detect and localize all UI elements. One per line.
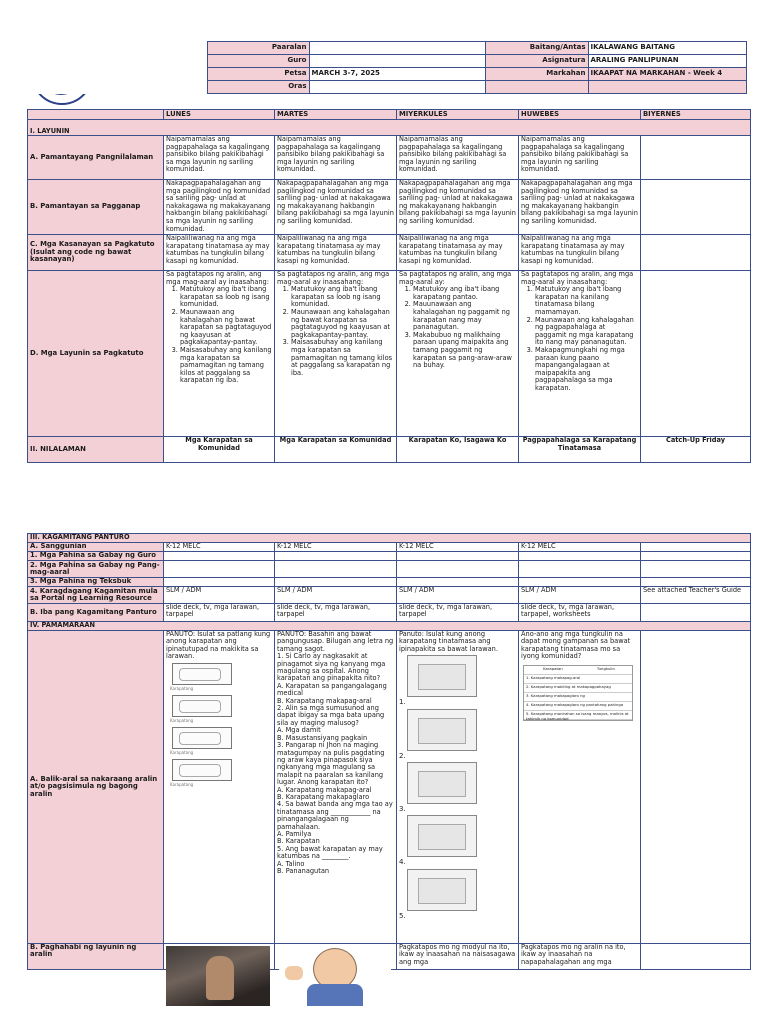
quiz-line: 1. Si Carlo ay nagkasakit at pinagamot siya ng kanyang mga magulang sa ospital. Anong karapatan ang pinapakita nito? [277,652,386,683]
illustration-number: 5. [399,911,406,920]
objective-item: 3. Makapagmungkahi ng mga paraan kung paano mapangangalagaan at maipapakita ang pagpapahalaga sa mga karapatan. [535,347,638,393]
child-figure [206,956,234,1000]
balik-aral-monday [164,631,275,944]
illustration-number: 2. [399,751,406,760]
objectives-list [277,286,394,377]
cell-empty [397,578,519,587]
cell-empty [275,578,397,587]
illustration-number: 3. [399,805,406,814]
objective-item: 2. Maunawaan ang kahalagahan ng pagpapahalaga at paggamit ng mga karapatang ito nang may pananagutan. [535,317,638,347]
quiz-line: B. Karapatang makapag-aral [277,696,372,705]
worksheet-answer-line: Karapatang [170,781,194,787]
mini-table-row: 5. Karapatang manirahan sa isang maayos, malinis at tahimik na komunidad [524,711,632,720]
cell-empty [641,235,751,271]
balik-aral-wednesday [397,631,519,944]
cell-text: Naipaliliwanag na ang mga karapatang tinatamasa ay may katumbas na tungkulin bilang kasapi ng komunidad. [519,235,641,271]
worksheet-image-2 [172,695,232,717]
cell-empty [397,552,519,561]
cell-empty [641,578,751,587]
cell-text: SLM / ADM [164,587,275,604]
cell-text: K-12 MELC [519,543,641,552]
cell-text: Nakapagpapahalagahan ang mga pagilingkod ng komunidad sa sariling pag- unlad at nakakagawa ng makakayanang hakbangin bilang pakikibahagi sa mga layunin ng sariling komunidad. [519,180,641,235]
cell-empty [164,552,275,561]
row-label-sanggunian: A. Sanggunian [28,543,164,552]
cell-empty [519,552,641,561]
objectives-list [166,286,272,385]
cartoon-man-image [279,946,391,1006]
child-photo-image [166,946,270,1006]
objectives-intro: Sa pagtatapos ng aralin, ang mga mag-aaral ay: [399,270,512,286]
quiz-line: 3. Pangarap ni Jhon na maging matagumpay na pulis pagdating ng araw kaya pinapasok siya ngkanyang mga magulang sa malapit na paaralan sa kanilang lugar. Anong karapatan ito? [277,741,385,787]
illustration-number: 1. [399,698,406,707]
worksheet-image-1 [172,663,232,685]
objective-item: 1. Matutukoy ang iba't ibang karapatang pantao. [413,286,516,301]
instruction-text: PANUTO: Isulat sa patlang kung anong karapatan ang ipinatutupad na makikita sa larawan. [166,630,271,661]
cell-text: SLM / ADM [275,587,397,604]
cell-empty [519,561,641,578]
content-wednesday: Karapatan Ko, Isagawa Ko [397,437,519,463]
cell-empty [275,561,397,578]
mini-table-row: 1. Karapatang makapag-aral [524,675,632,684]
row-label-pamantayang-pangnilalaman: A. Pamantayang Pangnilalaman [28,136,164,180]
instruction-text: Ano-ano ang mga tungkulin na dapat mong gampanan sa bawat karapatang tinatamasa mo sa iyong komunidad? [521,630,631,661]
petsa-value[interactable]: MARCH 3-7, 2025 [309,68,485,81]
worksheet-answer-line: Karapatang [170,749,194,755]
row-label-paghahabi: B. Paghahabi ng layunin ng aralin [28,944,164,970]
row-label-pamantayan-sa-pagganap: B. Pamantayan sa Pagganap [28,180,164,235]
cell-text: slide deck, tv, mga larawan, tarpapel [275,604,397,622]
worksheet-image-3 [172,727,232,749]
content-tuesday: Mga Karapatan sa Komunidad [275,437,397,463]
mini-table-row: 3. Karapatang makapaglaro ng [524,693,632,702]
section-heading-pamamaraan: IV. PAMAMARAAN [28,622,751,631]
guro-field[interactable] [309,55,485,68]
oras-field[interactable] [309,81,485,94]
quiz-line: B. Karapatan [277,837,320,846]
mini-table-header [524,666,632,675]
oras-label: Oras [207,81,309,94]
objective-item: 2. Maunawaan ang kahalagahan ng bawat karapatan sa pagtataguyod ng kaayusan at pagkakapantay-pantay. [180,309,272,347]
illustration-number: 4. [399,858,406,867]
quiz-line: B. Pananagutan [277,867,330,875]
header-table [27,41,747,94]
mini-col-karapatan: Karapatan [543,665,563,671]
baitang-value[interactable]: IKALAWANG BAITANG [588,42,746,55]
objectives-list [399,286,516,370]
row-label-teksbuk: 3. Mga Pahina ng Teksbuk [28,578,164,587]
quiz-line: 5. Ang bawat karapatan ay may katumbas na ________. [277,844,383,861]
illustration-3 [407,762,477,804]
objectives-list [521,286,638,392]
objectives-monday [164,271,275,437]
cell-text: Naipaliliwanag na ang mga karapatang tinatamasa ay may katumbas na tungkulin bilang kasapi ng komunidad. [164,235,275,271]
quiz-line: B. Karapatang makapaglaro [277,792,370,801]
quiz-line: A. Talino [277,859,305,868]
paaralan-field[interactable] [309,42,485,55]
cell-text: Nakapagpapahalagahan ang mga pagilingkod ng komunidad sa sariling pag- unlad at nakakagawa ng makakayanang hakbangin bilang pakikibahagi sa mga layunin ng sariling komunidad. [397,180,519,235]
content-friday: Catch-Up Friday [641,437,751,463]
cell-text: Naipamamalas ang pagpapahalaga sa kagalingang pansibiko bilang pakikibahagi sa mga layunin ng sariling komunidad. [397,136,519,180]
cell-text: K-12 MELC [275,543,397,552]
day-header-thursday: HUWEBES [519,110,641,120]
cartoon-hand [285,966,303,980]
quiz-line: 4. Sa bawat banda ang mga tao ay tinatamasa ang ____________ na pinangangalagaan ng pamahalaan. [277,800,393,831]
row-label-learning-resource: 4. Karagdagang Kagamitan mula sa Portal ng Learning Resource [28,587,164,604]
objectives-wednesday [397,271,519,437]
paaralan-label: Paaralan [207,42,309,55]
illustration-4 [407,815,477,857]
row-label-nilalaman: II. NILALAMAN [28,437,164,463]
worksheet-answer-line: Karapatang [170,717,194,723]
cell-empty [641,271,751,437]
content-monday: Mga Karapatan sa Komunidad [164,437,275,463]
cell-text: See attached Teacher's Guide [641,587,751,604]
objective-item: 1. Matutukoy ang iba't ibang karapatan sa loob ng isang komunidad. [291,286,394,309]
quiz-line: A. Mga damit [277,726,321,735]
cell-text: Naipaliliwanag na ang mga karapatang tinatamasa ay may katumbas na tungkulin bilang kasapi ng komunidad. [397,235,519,271]
balik-aral-thursday [519,631,641,944]
cell-empty [641,944,751,970]
row-label-gabay-guro: 1. Mga Pahina sa Gabay ng Guro [28,552,164,561]
baitang-label: Baitang/Antas [485,42,588,55]
mini-table-row: 4. Karapatang makapaglaro ng pantahang pahinga [524,702,632,711]
objective-item: 3. Maisasabuhay ang kanilang mga karapatan sa pamamagitan ng tamang kilos at paggalang sa karapatan ng iba. [180,347,272,385]
quiz-line: 2. Alin sa mga sumusunod ang dapat ibigay sa mga bata upang sila ay maging malusog? [277,704,385,727]
objective-item: 3. Makabubuo ng malikhaing paraan upang maipakita ang tamang paggamit ng karapatan sa pang-araw-araw na buhay. [413,332,516,370]
cell-text: slide deck, tv, mga larawan, tarpapel [397,604,519,622]
mini-table-row: 2. Karapatang mabiling at makapagpahayag [524,684,632,693]
objectives-intro: Sa pagtatapos ng aralin, ang mga mag-aaral ay inaasahang: [166,270,269,286]
row-label-layunin-sa-pagkatuto: D. Mga Layunin sa Pagkatuto [28,271,164,437]
cell-empty [164,578,275,587]
header-logo-cell [27,42,207,94]
cell-text: Naipamamalas ang pagpapahalaga sa kagalingang pansibiko bilang pakikibahagi sa mga layunin ng sariling komunidad. [275,136,397,180]
cell-empty [519,578,641,587]
day-header-tuesday: MARTES [275,110,397,120]
empty-header-cell [485,81,588,94]
worksheet-answer-line: Karapatang [170,685,194,691]
illustration-5 [407,869,477,911]
cell-text: Naipamamalas ang pagpapahalaga sa kagalingang pansibiko bilang pakikibahagi sa mga layunin ng sariling komunidad. [519,136,641,180]
cell-empty [164,561,275,578]
cell-empty [641,543,751,552]
row-label-kasanayan: C. Mga Kasanayan sa Pagkatuto (Isulat ang code ng bawat kasanayan) [28,235,164,271]
cell-text: slide deck, tv, mga larawan, tarpapel, worksheets [519,604,641,622]
cell-text: Naipamamalas ang pagpapahalaga sa kagalingang pansibiko bilang pakikibahagi sa mga layunin ng sariling komunidad. [164,136,275,180]
cell-text: Naipaliliwanag na ang mga karapatang tinatamasa ay may katumbas na tungkulin bilang kasapi ng komunidad. [275,235,397,271]
objective-item: 1. Matutukoy ang iba't ibang karapatan na kanilang tinatamasa bilang mamamayan. [535,286,638,316]
objectives-intro: Sa pagtatapos ng aralin, ang mga mag-aaral ay inaasahang: [521,270,634,286]
rights-duties-table [523,665,633,721]
content-thursday: Pagpapahalaga sa Karapatang Tinatamasa [519,437,641,463]
petsa-label: Petsa [207,68,309,81]
cartoon-body [307,984,363,1006]
worksheet-image-4 [172,759,232,781]
asignatura-label: Asignatura [485,55,588,68]
empty-header-cell [588,81,746,94]
day-header-friday: BIYERNES [641,110,751,120]
corner-cell [28,110,164,120]
quiz-line: B. Masustansiyang pagkain [277,733,368,742]
cell-empty [641,561,751,578]
cell-text: Pagkatapos mo ng modyul na ito, ikaw ay inaasahan na naisasagawa ang mga [397,944,519,970]
quiz-line: A. Pamilya [277,829,312,838]
layunin-table [27,109,751,463]
quiz-line: A. Karapatan sa pangangalagang medical [277,681,387,698]
mini-col-tungkulin: Tungkulin [596,665,615,671]
asignatura-value[interactable]: ARALING PANLIPUNAN [588,55,746,68]
row-label-iba-pang-kagamitan: B. Iba pang Kagamitang Panturo [28,604,164,622]
section-heading-kagamitan: III. KAGAMITANG PANTURO [28,534,751,543]
objective-item: 2. Maunawaan ang kahalagahan ng bawat karapatan sa pagtataguyod ng kaayusan at pagkakapantay-pantay. [291,309,394,339]
objectives-thursday [519,271,641,437]
cell-empty [641,631,751,944]
cell-text: K-12 MELC [164,543,275,552]
objective-item: 1. Matutukoy ang iba't ibang karapatan sa loob ng isang komunidad. [180,286,272,309]
markahan-label: Markahan [485,68,588,81]
objective-item: 2. Mauunawaan ang kahalagahan ng paggamit ng karapatan nang may pananagutan. [413,301,516,331]
cell-empty [641,180,751,235]
cell-text: K-12 MELC [397,543,519,552]
markahan-value[interactable]: IKAAPAT NA MARKAHAN - Week 4 [588,68,746,81]
day-header-wednesday: MIYERKULES [397,110,519,120]
row-label-gabay-mag-aaral: 2. Mga Pahina sa Gabay ng Pang-mag-aaral [28,561,164,578]
guro-label: Guro [207,55,309,68]
objectives-intro: Sa pagtatapos ng aralin, ang mga mag-aaral ay inaasahang: [277,270,390,286]
instruction-text: PANUTO: Basahin ang bawat pangungusap. Bilugan ang letra ng tamang sagot. [277,630,394,653]
objective-item: 3. Maisasabuhay ang kanilang mga karapatan sa pamamagitan ng tamang kilos at paggalang sa karapatan ng iba. [291,339,394,377]
objectives-tuesday [275,271,397,437]
cell-empty [641,604,751,622]
cell-text: Pagkatapos mo ng aralin na ito, ikaw ay inaasahan na napapahalagahan ang mga [519,944,641,970]
cell-empty [641,136,751,180]
cell-text: Nakapagpapahalagahan ang mga pagilingkod ng komunidad sa sariling pag- unlad at nakakagawa ng makakayanang hakbangin bilang pakikibahagi sa mga layunin ng sariling komunidad. [164,180,275,235]
kagamitan-table [27,533,751,970]
row-label-balik-aral: A. Balik-aral sa nakaraang aralin at/o pagsisimula ng bagong aralin [28,631,164,944]
illustration-1 [407,655,477,697]
cell-empty [641,552,751,561]
cell-text: SLM / ADM [397,587,519,604]
cell-text: slide deck, tv, mga larawan, tarpapel [164,604,275,622]
section-heading-layunin: I. LAYUNIN [28,120,751,136]
cell-empty [397,561,519,578]
cell-text: SLM / ADM [519,587,641,604]
quiz-line: A. Karapatang makapag-aral [277,785,372,794]
cell-empty [275,552,397,561]
illustration-2 [407,709,477,751]
cell-text: Nakapagpapahalagahan ang mga pagilingkod ng komunidad sa sariling pag- unlad at nakakagawa ng makakayanang hakbangin bilang pakikibahagi sa mga layunin ng sariling komunidad. [275,180,397,235]
instruction-text: Panuto: Isulat kung anong karapatang tinatamasa ang ipinapakita sa bawat larawan. [399,630,498,653]
day-header-monday: LUNES [164,110,275,120]
balik-aral-tuesday [275,631,397,944]
